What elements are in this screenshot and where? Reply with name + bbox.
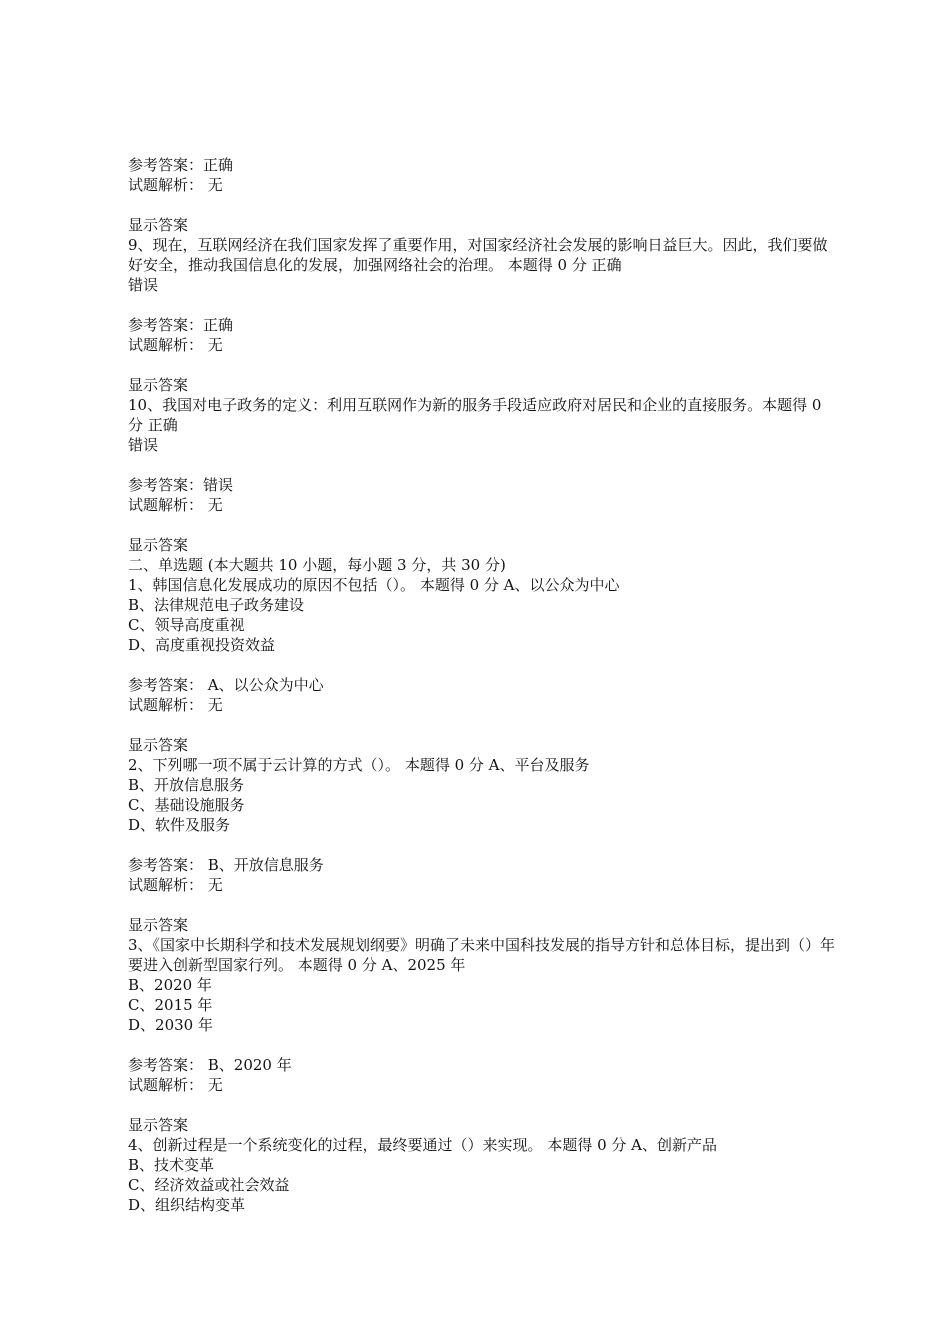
spacer	[128, 355, 838, 375]
answer-analysis: 试题解析： 无	[128, 696, 223, 714]
show-answer-link[interactable]: 显示答案	[128, 916, 189, 934]
spacer	[128, 515, 838, 535]
reference-answer: 参考答案： A、以公众为中心	[128, 676, 324, 694]
section-heading: 二、单选题 (本大题共 10 小题，每小题 3 分，共 30 分)	[128, 556, 506, 574]
spacer	[128, 835, 838, 855]
answer-analysis: 试题解析： 无	[128, 1076, 223, 1094]
document-page	[128, 155, 838, 1215]
spacer	[128, 895, 838, 915]
question-9-option-wrong[interactable]: 错误	[128, 276, 159, 294]
reference-answer: 参考答案： B、2020 年	[128, 1056, 292, 1074]
question-4-option-b[interactable]: B、技术变革	[128, 1156, 215, 1174]
answer-analysis: 试题解析： 无	[128, 336, 223, 354]
question-1-option-c[interactable]: C、领导高度重视	[128, 616, 245, 634]
question-3-option-b[interactable]: B、2020 年	[128, 976, 212, 994]
question-1-option-d[interactable]: D、高度重视投资效益	[128, 636, 276, 654]
spacer	[128, 715, 838, 735]
question-1-option-b[interactable]: B、法律规范电子政务建设	[128, 596, 305, 614]
spacer	[128, 295, 838, 315]
reference-answer: 参考答案：正确	[128, 156, 234, 174]
show-answer-link[interactable]: 显示答案	[128, 376, 189, 394]
question-1-text: 1、韩国信息化发展成功的原因不包括（）。 本题得 0 分 A、以公众为中心	[128, 576, 620, 594]
spacer	[128, 195, 838, 215]
question-3-option-d[interactable]: D、2030 年	[128, 1016, 213, 1034]
reference-answer: 参考答案：正确	[128, 316, 234, 334]
reference-answer: 参考答案：错误	[128, 476, 234, 494]
spacer	[128, 455, 838, 475]
reference-answer: 参考答案： B、开放信息服务	[128, 856, 324, 874]
show-answer-link[interactable]: 显示答案	[128, 216, 189, 234]
question-9-text: 9、现在，互联网经济在我们国家发挥了重要作用，对国家经济社会发展的影响日益巨大。因此，我们要做好安全，推动我国信息化的发展，加强网络社会的治理。 本题得 0 分 正确	[128, 236, 828, 274]
show-answer-link[interactable]: 显示答案	[128, 736, 189, 754]
spacer	[128, 1035, 838, 1055]
answer-analysis: 试题解析： 无	[128, 496, 223, 514]
question-4-option-d[interactable]: D、组织结构变革	[128, 1196, 246, 1214]
question-3-option-c[interactable]: C、2015 年	[128, 996, 213, 1014]
question-4-option-c[interactable]: C、经济效益或社会效益	[128, 1176, 290, 1194]
question-4-text: 4、创新过程是一个系统变化的过程，最终要通过（）来实现。 本题得 0 分 A、创新产品	[128, 1136, 717, 1154]
answer-analysis: 试题解析： 无	[128, 876, 223, 894]
question-2-text: 2、下列哪一项不属于云计算的方式（）。 本题得 0 分 A、平台及服务	[128, 756, 590, 774]
show-answer-link[interactable]: 显示答案	[128, 536, 189, 554]
question-10-text: 10、我国对电子政务的定义：利用互联网作为新的服务手段适应政府对居民和企业的直接服务。本题得 0 分 正确	[128, 396, 827, 434]
question-10-option-wrong[interactable]: 错误	[128, 436, 159, 454]
question-2-option-d[interactable]: D、软件及服务	[128, 816, 231, 834]
question-3-text: 3、《国家中长期科学和技术发展规划纲要》明确了未来中国科技发展的指导方针和总体目标，提出到（）年要进入创新型国家行列。 本题得 0 分 A、2025 年	[128, 936, 836, 974]
show-answer-link[interactable]: 显示答案	[128, 1116, 189, 1134]
spacer	[128, 1095, 838, 1115]
spacer	[128, 655, 838, 675]
question-2-option-b[interactable]: B、开放信息服务	[128, 776, 245, 794]
answer-analysis: 试题解析： 无	[128, 176, 223, 194]
question-2-option-c[interactable]: C、基础设施服务	[128, 796, 245, 814]
